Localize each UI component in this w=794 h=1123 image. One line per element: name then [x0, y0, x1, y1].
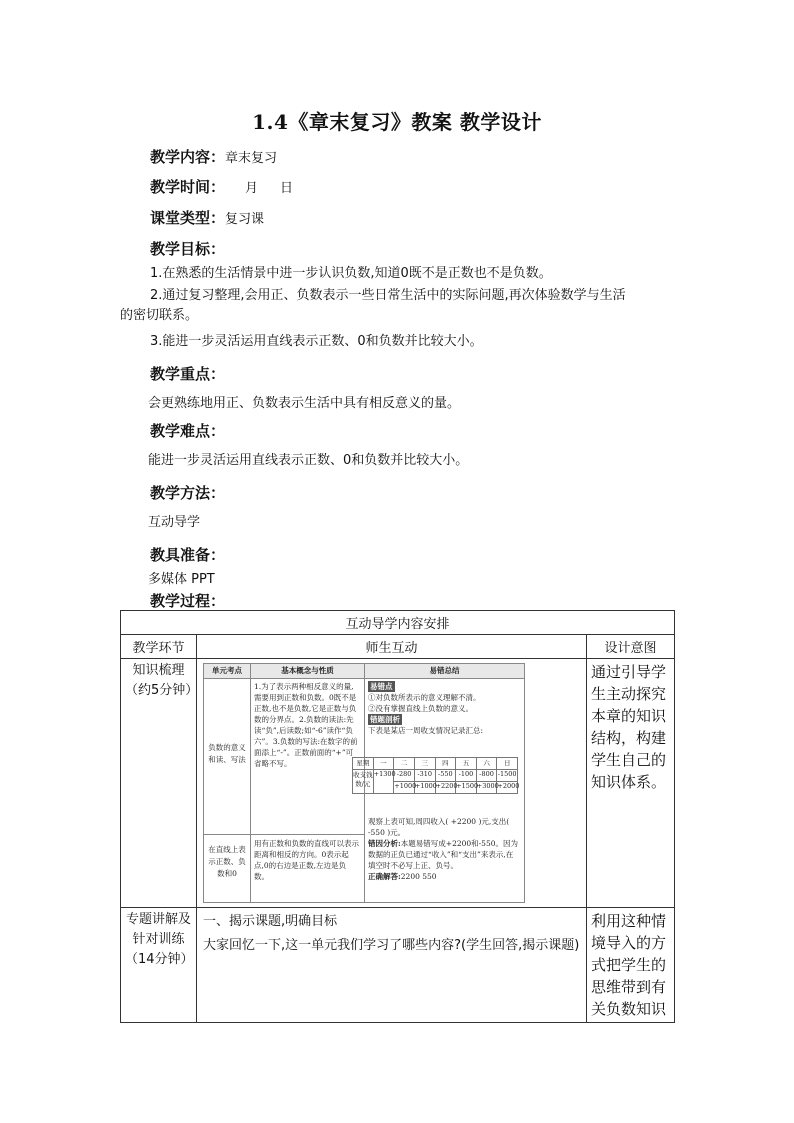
fig-answer: 2200 550 [400, 872, 437, 881]
tools-text: 多媒体 PPT [148, 572, 215, 587]
row1-stage: 知识梳理（约5分钟） [121, 659, 197, 908]
fig-neg-value: -310 [414, 770, 435, 782]
row2-intent: 利用这种情境导入的方式把学生的思维带到有关负数知识 [587, 908, 675, 1023]
fig-question: 下表是某店一周收支情况记录汇总: [368, 726, 484, 735]
goal-item: 3.能进一步灵活运用直线表示正数、0和负数并比较大小。 [150, 334, 483, 349]
row1-figure-cell [197, 659, 587, 908]
fig-cause-label: 错因分析: [368, 839, 401, 848]
fig-divider [250, 664, 251, 902]
fig-analysis-tag: 错题剖析 [370, 715, 400, 724]
fig-head-point: 单元考点 [204, 664, 250, 679]
fig-neg-value: -280 [394, 770, 415, 782]
fig-first-value: +1300 [373, 770, 394, 794]
fig-day: 日 [497, 758, 518, 770]
tools-label: 教具准备： [150, 546, 226, 564]
fig-head-concept: 基本概念与性质 [251, 664, 364, 679]
header-stage: 教学环节 [121, 635, 197, 659]
fig-day: 三 [414, 758, 435, 770]
time-label: 教学时间： [150, 178, 226, 196]
fig-day: 四 [435, 758, 456, 770]
method-text: 互动导学 [148, 515, 201, 530]
fig-concept2: 用有正数和负数的直线可以表示距离和相反的方向。0表示起点,0的右边是正数,左边是负数。 [254, 839, 359, 881]
goals-label: 教学目标： [150, 240, 226, 258]
process-label: 教学过程： [150, 592, 226, 610]
fig-error2: ②没有掌握直线上负数的意义。 [368, 704, 473, 713]
fig-pos-value: +2000 [497, 782, 518, 794]
type-value: 复习课 [225, 212, 265, 227]
row2-interaction [197, 908, 587, 1023]
method-label: 教学方法： [150, 484, 226, 502]
fig-day: 五 [456, 758, 477, 770]
fig-day: 六 [476, 758, 497, 770]
fig-point2: 在直线上表示正数、负数和0 [208, 845, 246, 878]
fig-neg-value: -100 [456, 770, 477, 782]
fig-pos-value: +3000 [476, 782, 497, 794]
fig-error-tag: 易错点 [370, 682, 393, 691]
fig-pos-value: +1000 [414, 782, 435, 794]
row1-intent: 通过引导学生主动探究本章的知识结构，构建学生自己的知识体系。 [587, 659, 675, 908]
fig-pos-value: +1000 [394, 782, 415, 794]
difficulty-text: 能进一步灵活运用直线表示正数、0和负数并比较大小。 [148, 453, 469, 468]
header-interaction: 师生互动 [197, 635, 587, 659]
fig-analysis-block [368, 816, 520, 882]
process-table [120, 610, 675, 1023]
fig-head-errors: 易错总结 [365, 664, 524, 679]
row2-line2: 大家回忆一下,这一单元我们学习了哪些内容?(学生回答,揭示课题) [203, 938, 580, 953]
fig-neg-value: -550 [435, 770, 456, 782]
fig-observe: 观察上表可知,周四收入( +2200 )元,支出( -550 )元。 [368, 817, 510, 837]
textbook-figure [203, 663, 525, 903]
row2-stage: 专题讲解及针对训练（14分钟） [121, 908, 197, 1023]
fig-day: 一 [373, 758, 394, 770]
fig-week-head: 星期 [353, 758, 374, 770]
header-intent: 设计意图 [587, 635, 675, 659]
fig-pos-value: +1500 [456, 782, 477, 794]
fig-row-label: 收支钱数/元 [353, 770, 374, 794]
fig-answer-label: 正确解答: [368, 872, 401, 881]
fig-errors-block [368, 681, 520, 736]
fig-divider [204, 834, 364, 835]
goal-item: 的密切联系。 [120, 308, 199, 323]
time-month: 月 [245, 181, 259, 196]
fig-point1: 负数的意义和读、写法 [208, 743, 246, 764]
fig-error1: ①对负数所表示的意义理解不清。 [368, 693, 481, 702]
goal-item: 2.通过复习整理,会用正、负数表示一些日常生活中的实际问题,再次体验数学与生活 [150, 288, 626, 303]
page-title: 1.4《章末复习》教案 教学设计 [252, 110, 542, 134]
fig-pos-value: +2200 [435, 782, 456, 794]
row2-line1: 一、揭示课题,明确目标 [203, 914, 338, 929]
difficulty-label: 教学难点： [150, 422, 226, 440]
fig-concept1: 1.为了表示两种相反意义的量,需要用到正数和负数。0既不是正数,也不是负数,它是正数与负数的分界点。2.负数的读法:先读“负”,后读数;如“-6”读作“负六”。3.负数的写法:在数字的前面添上“-”。正数前面的“+”可省略不写。 [254, 682, 358, 768]
table-caption: 互动导学内容安排 [121, 611, 675, 635]
content-label: 教学内容： [150, 148, 226, 166]
fig-day: 二 [394, 758, 415, 770]
fig-neg-value: -1500 [497, 770, 518, 782]
content-section [150, 146, 277, 167]
key-label: 教学重点： [150, 365, 226, 383]
content-value: 章末复习 [225, 151, 278, 166]
fig-neg-value: -800 [476, 770, 497, 782]
type-label: 课堂类型： [150, 209, 226, 227]
fig-week-table [352, 757, 518, 794]
time-section [150, 176, 293, 197]
time-day: 日 [280, 181, 294, 196]
key-text: 会更熟练地用正、负数表示生活中具有相反意义的量。 [148, 396, 461, 411]
goal-item: 1.在熟悉的生活情景中进一步认识负数,知道0既不是正数也不是负数。 [150, 266, 552, 281]
fig-cause: 本题易错写成+2200和-550。因为数据的正负已通过“收入”和“支出”来表示,在填空时不必写上正、负号。 [368, 839, 519, 870]
type-section [150, 207, 264, 228]
